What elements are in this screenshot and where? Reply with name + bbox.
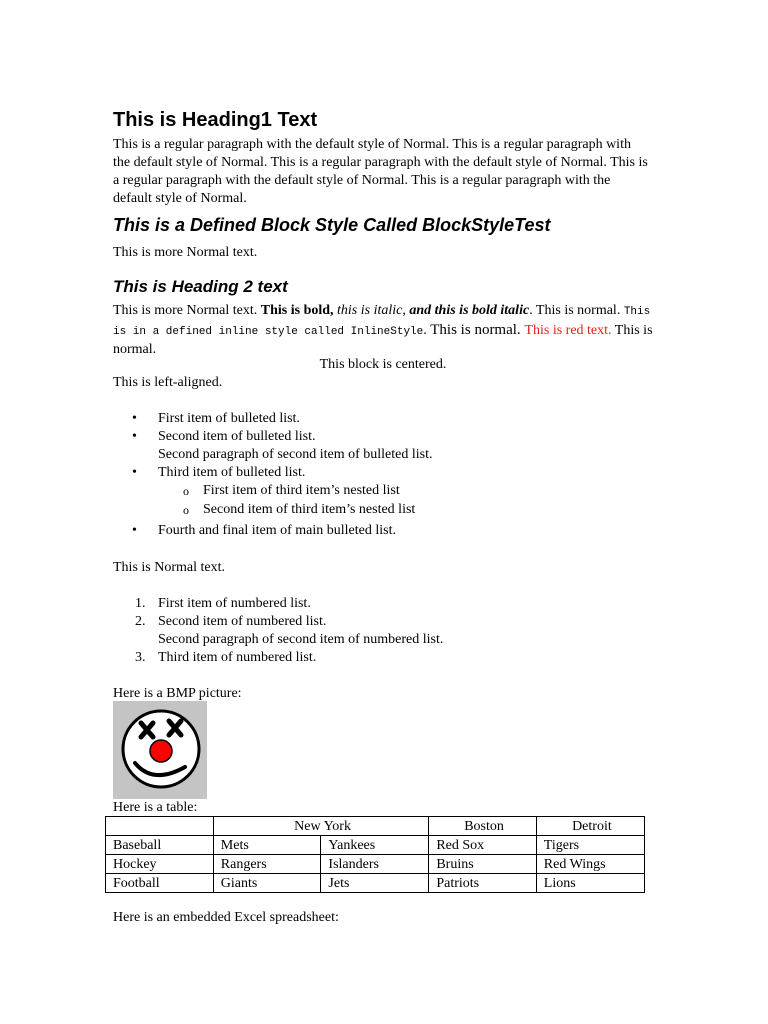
table-row xyxy=(106,855,645,874)
bullet-item-2-para2: Second paragraph of second item of bulleted list. xyxy=(158,447,433,462)
numbered-item-3: Third item of numbered list. xyxy=(158,650,317,665)
table-cell: Football xyxy=(106,874,214,893)
nested-item-2: Second item of third item’s nested list xyxy=(203,502,416,517)
left-aligned-text: This is left-aligned. xyxy=(113,375,223,390)
table-row xyxy=(106,836,645,855)
table-header-cell: Detroit xyxy=(536,817,644,836)
normal-paragraph: This is a regular paragraph with the default style of Normal. This is a regular paragraph with the default style of Normal. This is a regular paragraph with the default style of Normal. This is a regular paragraph with the default style of Normal. This is a regular paragraph with the default style of Normal. xyxy=(113,137,648,206)
bullet-item-4: Fourth and final item of main bulleted list. xyxy=(158,523,396,538)
table-cell: Red Sox xyxy=(429,836,536,855)
table-row xyxy=(106,874,645,893)
bullet-item-2: • Second item of bulleted list. xyxy=(158,429,316,444)
more-normal-text: This is more Normal text. xyxy=(113,245,258,260)
bold-italic-span: and this is bold italic xyxy=(409,303,530,318)
block-style-heading: This is a Defined Block Style Called BlockStyleTest xyxy=(113,215,551,235)
list-item xyxy=(113,464,653,519)
bullet-item-3: Third item of bulleted list. xyxy=(158,465,306,480)
number-marker: 1. xyxy=(135,596,146,611)
normal-span: This is more Normal text. xyxy=(113,303,261,318)
number-marker: 3. xyxy=(135,650,146,665)
normal-span-4: This is normal. xyxy=(113,323,653,357)
mixed-style-paragraph xyxy=(113,302,653,359)
table-header-cell xyxy=(106,817,214,836)
table-cell: Yankees xyxy=(321,836,429,855)
list-item xyxy=(113,595,653,613)
nested-list-item xyxy=(113,501,653,519)
bulleted-list xyxy=(113,410,653,540)
inline-style-span: This is in a defined inline style called InlineStyle xyxy=(113,306,651,338)
list-item xyxy=(113,410,653,428)
normal-text: This is Normal text. xyxy=(113,560,225,575)
table-cell: Mets xyxy=(213,836,321,855)
period-span: . xyxy=(423,323,431,338)
italic-span: this is italic xyxy=(337,303,403,318)
list-item xyxy=(113,613,653,649)
sports-table xyxy=(105,816,645,893)
numbered-item-2: Second item of numbered list. xyxy=(158,614,327,629)
table-cell: Islanders xyxy=(321,855,429,874)
table-cell: Baseball xyxy=(106,836,214,855)
table-caption: Here is a table: xyxy=(113,800,198,815)
normal-span-2: . This is normal. xyxy=(529,303,624,318)
number-marker: 2. xyxy=(135,614,146,629)
bold-span: This is bold, xyxy=(260,303,334,318)
table-row xyxy=(106,817,645,836)
list-item xyxy=(113,522,653,540)
list-item xyxy=(113,428,653,464)
nested-list xyxy=(113,482,653,519)
table-cell: Patriots xyxy=(429,874,536,893)
table-cell: Jets xyxy=(321,874,429,893)
list-item xyxy=(113,649,653,667)
numbered-list xyxy=(113,595,653,667)
table-header-cell: Boston xyxy=(429,817,536,836)
table-cell: Giants xyxy=(213,874,321,893)
heading2: This is Heading 2 text xyxy=(113,277,288,296)
centered-block: This block is centered. xyxy=(319,357,447,372)
table-cell: Tigers xyxy=(536,836,644,855)
table-cell: Hockey xyxy=(106,855,214,874)
table-cell: Red Wings xyxy=(536,855,644,874)
bullet-item-1: First item of bulleted list. xyxy=(158,411,300,426)
table-cell: Bruins xyxy=(429,855,536,874)
table-header-cell: New York xyxy=(213,817,429,836)
nested-item-1: First item of third item’s nested list xyxy=(203,483,400,498)
table-cell: Lions xyxy=(536,874,644,893)
bmp-caption: Here is a BMP picture: xyxy=(113,686,242,701)
clown-face-image xyxy=(113,701,207,799)
comma-span: , xyxy=(402,303,410,318)
normal-span-3: This is normal. xyxy=(430,322,525,338)
heading1: This is Heading1 Text xyxy=(113,109,318,131)
clown-face-icon xyxy=(113,701,207,799)
numbered-item-1: First item of numbered list. xyxy=(158,596,311,611)
nested-list-item xyxy=(113,482,653,500)
table-cell: Rangers xyxy=(213,855,321,874)
excel-caption: Here is an embedded Excel spreadsheet: xyxy=(113,910,339,925)
numbered-item-2-para2: Second paragraph of second item of numbered list. xyxy=(158,632,444,647)
red-text-span: This is red text. xyxy=(524,323,612,338)
